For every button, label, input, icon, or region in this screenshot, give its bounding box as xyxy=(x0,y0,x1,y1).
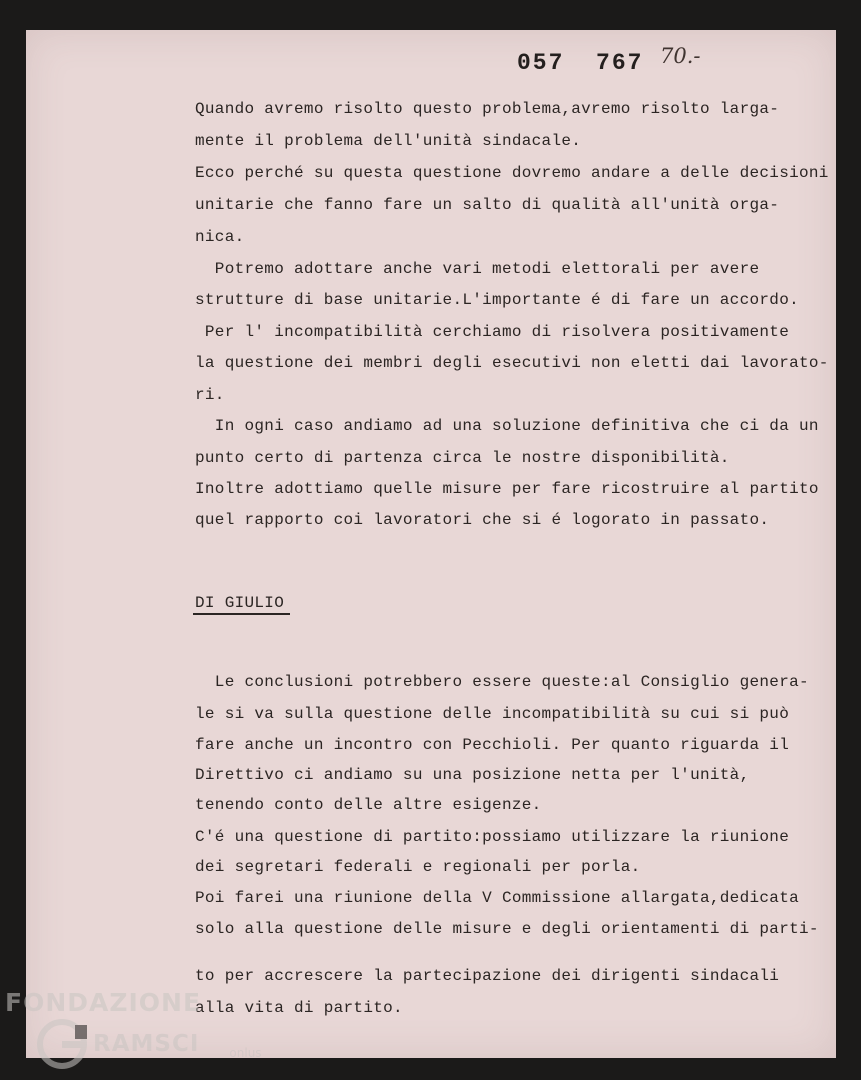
text-line: Direttivo ci andiamo su una posizione netta per l'unità, xyxy=(195,766,750,784)
text-line: Per l' incompatibilità cerchiamo di risolvera positivamente xyxy=(195,323,790,341)
handwritten-note: 70.- xyxy=(660,44,701,68)
text-line: solo alla questione delle misure e degli orientamenti di parti- xyxy=(195,920,819,938)
text-line: dei segretari federali e regionali per porla. xyxy=(195,858,641,876)
text-line: Inoltre adottiamo quelle misure per fare ricostruire al partito xyxy=(195,480,819,498)
text-line: Ecco perché su questa questione dovremo andare a delle decisioni xyxy=(195,164,829,182)
text-line: la questione dei membri degli esecutivi non eletti dai lavorato- xyxy=(195,354,829,372)
text-line: quel rapporto coi lavoratori che si é logorato in passato. xyxy=(195,511,770,529)
logo-text-line2: RAMSCI xyxy=(93,1031,200,1057)
text-line: fare anche un incontro con Pecchioli. Per quanto riguarda il xyxy=(195,736,790,754)
text-line: to per accrescere la partecipazione dei dirigenti sindacali xyxy=(195,967,780,985)
text-line: Poi farei una riunione della V Commissione allargata,dedicata xyxy=(195,889,799,907)
text-line: le si va sulla questione delle incompatibilità su cui si può xyxy=(195,705,790,723)
text-line: ri. xyxy=(195,386,225,404)
text-line: mente il problema dell'unità sindacale. xyxy=(195,132,582,150)
text-line: unitarie che fanno fare un salto di qualità all'unità orga- xyxy=(195,196,780,214)
heading-underline xyxy=(193,613,290,615)
logo-suffix: onlus xyxy=(229,1046,262,1060)
text-line: Quando avremo risolto questo problema,avremo risolto larga- xyxy=(195,100,780,118)
logo-text-line1: FONDAZIONE xyxy=(5,988,202,1017)
fondazione-gramsci-logo xyxy=(5,988,262,1071)
text-line: nica. xyxy=(195,228,245,246)
text-line: Potremo adottare anche vari metodi elettorali per avere xyxy=(195,260,760,278)
text-line: In ogni caso andiamo ad una soluzione definitiva che ci da un xyxy=(195,417,819,435)
text-line: strutture di base unitarie.L'importante é di fare un accordo. xyxy=(195,291,799,309)
gramsci-g-icon xyxy=(35,1017,89,1071)
section-heading: DI GIULIO xyxy=(195,594,285,612)
text-line: alla vita di partito. xyxy=(195,999,403,1017)
text-line: punto certo di partenza circa le nostre disponibilità. xyxy=(195,449,730,467)
document-number: 057 767 xyxy=(517,50,644,76)
text-line: Le conclusioni potrebbero essere queste:al Consiglio genera- xyxy=(195,673,809,691)
text-line: tenendo conto delle altre esigenze. xyxy=(195,796,542,814)
text-line: C'é una questione di partito:possiamo utilizzare la riunione xyxy=(195,828,790,846)
